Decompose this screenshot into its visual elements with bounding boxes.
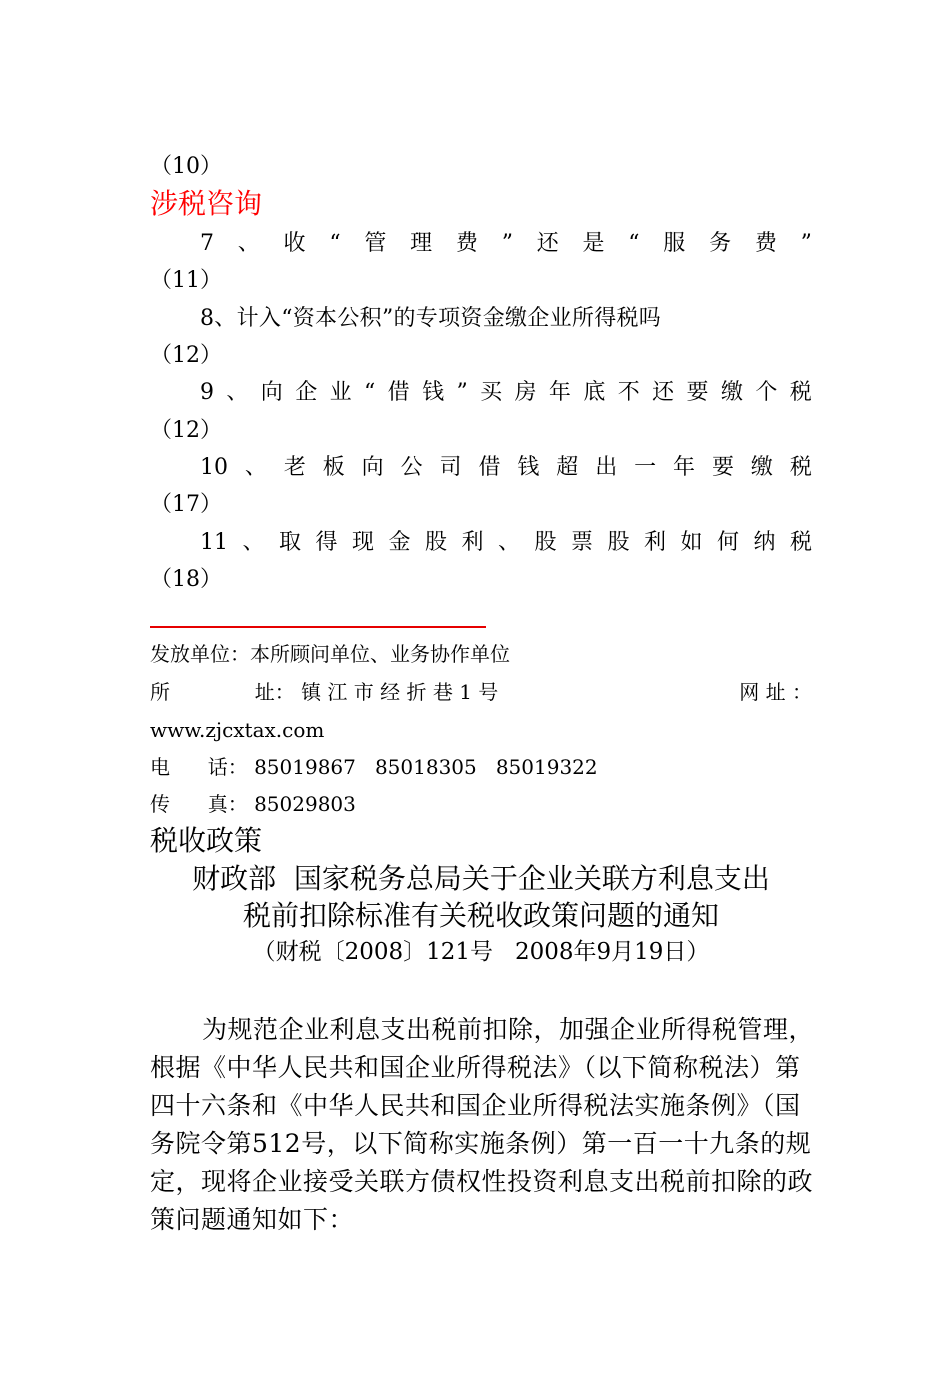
toc-item-9[interactable] <box>200 378 812 408</box>
toc-item-9-part: 业 <box>329 380 352 405</box>
toc-item-10-part: 超 <box>556 455 579 480</box>
toc-item-9-part: 缴 <box>720 380 743 405</box>
notice-title-line-2: 税前扣除标准有关税收政策问题的通知 <box>242 899 719 932</box>
paragraph-line: 根据《中华人民共和国企业所得税法》（以下简称税法）第 <box>150 1053 801 1082</box>
toc-item-11-part: 、 <box>497 530 520 555</box>
toc-item-9-part: 借 <box>387 380 410 405</box>
toc-item-9-part: 企 <box>295 380 318 405</box>
fax-value: 85029803 <box>254 792 356 816</box>
toc-item-7-part: ” <box>800 231 812 256</box>
phone-label-1: 电 <box>150 755 170 779</box>
toc-item-11-part: 税 <box>789 530 812 555</box>
address-label-1: 所 <box>150 680 170 704</box>
toc-item-11-part: 股 <box>534 530 557 555</box>
paragraph-line: 为规范企业利息支出税前扣除，加强企业所得税管理， <box>202 1015 815 1044</box>
toc-item-9-page: （12） <box>150 418 222 443</box>
toc-item-10-part: 出 <box>595 455 618 480</box>
toc-item-11-part: 、 <box>242 530 265 555</box>
toc-item-9-part: 房 <box>514 380 537 405</box>
paragraph-line: 策问题通知如下： <box>150 1205 355 1234</box>
toc-item-7-part: 费 <box>455 231 478 256</box>
toc-item-11-part: 股 <box>424 530 447 555</box>
toc-item-11-part: 金 <box>388 530 411 555</box>
toc-item-9-part: 不 <box>617 380 640 405</box>
toc-item-11-part: 11 <box>200 530 228 555</box>
notice-body-paragraph <box>150 1011 815 1239</box>
toc-item-7-part: ” <box>501 231 513 256</box>
paragraph-line: 定，现将企业接受关联方债权性投资利息支出税前扣除的政 <box>150 1167 814 1196</box>
toc-item-7-part: 还 <box>536 231 559 256</box>
toc-item-10-part: 10 <box>200 455 228 480</box>
toc-item-9-part: 要 <box>686 380 709 405</box>
toc-item-8-page: （12） <box>150 343 222 368</box>
toc-item-10-part: 税 <box>789 455 812 480</box>
toc-item-11-part: 何 <box>716 530 739 555</box>
fax-label-1: 传 <box>150 792 170 816</box>
toc-item-10-part: 要 <box>711 455 734 480</box>
toc-prev-page: （10） <box>150 154 222 179</box>
toc-item-10-page: （17） <box>150 492 222 517</box>
toc-item-11-part: 利 <box>643 530 666 555</box>
toc-item-10-part: 向 <box>361 455 384 480</box>
phone-label-2: 话： <box>207 755 248 779</box>
notice-doc-number: （财税〔2008〕121号 2008年9月19日） <box>252 939 710 965</box>
paragraph-line: 四十六条和《中华人民共和国企业所得税法实施条例》（国 <box>150 1091 801 1120</box>
toc-item-7-part: 7 <box>200 231 214 256</box>
toc-item-7-part: 是 <box>582 231 605 256</box>
fax-label-2: 真： <box>207 792 248 816</box>
section-heading-tax-consulting: 涉税咨询 <box>150 187 263 220</box>
toc-item-7-part: 管 <box>364 231 387 256</box>
toc-item-7-part: 理 <box>410 231 433 256</box>
toc-item-11-part: 如 <box>680 530 703 555</box>
address-row <box>150 678 812 706</box>
toc-item-10-part: 年 <box>673 455 696 480</box>
toc-item-9-part: 税 <box>789 380 812 405</box>
toc-item-10-part: 、 <box>244 455 267 480</box>
toc-item-7-part: 收 <box>283 231 306 256</box>
toc-item-7-part: 务 <box>709 231 732 256</box>
toc-item-11-part: 得 <box>315 530 338 555</box>
toc-item-9-part: 钱 <box>422 380 445 405</box>
section-heading-tax-policy: 税收政策 <box>150 824 263 857</box>
toc-item-11-part: 纳 <box>753 530 776 555</box>
toc-item-7-part: “ <box>329 231 341 256</box>
toc-item-9-part: “ <box>364 380 376 405</box>
toc-item-9-part: 个 <box>755 380 778 405</box>
toc-item-7-page: （11） <box>150 268 222 293</box>
address-label-2: 址： <box>254 680 295 704</box>
toc-item-11-part: 现 <box>351 530 374 555</box>
toc-item-9-part: 底 <box>583 380 606 405</box>
toc-item-10-part: 钱 <box>517 455 540 480</box>
toc-item-10-part: 司 <box>439 455 462 480</box>
toc-item-10[interactable] <box>200 453 812 483</box>
red-divider <box>150 626 486 628</box>
fax-row <box>150 790 356 818</box>
toc-item-7-part: 费 <box>754 231 777 256</box>
toc-item-9-part: 年 <box>548 380 571 405</box>
toc-item-7-part: 、 <box>237 231 260 256</box>
toc-item-7[interactable] <box>200 229 812 259</box>
toc-item-11[interactable] <box>200 528 812 558</box>
toc-item-11-part: 票 <box>570 530 593 555</box>
toc-item-10-part: 老 <box>283 455 306 480</box>
toc-item-10-part: 一 <box>634 455 657 480</box>
address-value: 镇 江 市 经 折 巷 1 号 <box>301 680 499 704</box>
phone-value: 85019867 85018305 85019322 <box>254 755 598 779</box>
toc-item-9-part: 向 <box>260 380 283 405</box>
toc-item-9-part: 还 <box>652 380 675 405</box>
toc-item-7-part: “ <box>628 231 640 256</box>
toc-item-9-part: ” <box>456 380 468 405</box>
toc-item-11-part: 利 <box>461 530 484 555</box>
toc-item-10-part: 借 <box>478 455 501 480</box>
toc-item-9-part: 9 <box>200 380 214 405</box>
phone-row <box>150 753 598 781</box>
toc-item-7-part: 服 <box>663 231 686 256</box>
paragraph-line: 务院令第512号，以下简称实施条例）第一百一十九条的规 <box>150 1129 812 1158</box>
website-label: 网 址 ： <box>739 680 812 704</box>
toc-item-11-part: 股 <box>607 530 630 555</box>
toc-item-10-part: 板 <box>322 455 345 480</box>
website-value[interactable]: www.zjcxtax.com <box>150 718 325 742</box>
toc-item-11-part: 取 <box>278 530 301 555</box>
notice-title-line-1: 财政部 国家税务总局关于企业关联方利息支出 <box>192 862 770 895</box>
toc-item-9-part: 、 <box>226 380 249 405</box>
toc-item-10-part: 缴 <box>750 455 773 480</box>
toc-item-9-part: 买 <box>480 380 503 405</box>
toc-item-8[interactable]: 8、计入“资本公积”的专项资金缴企业所得税吗 <box>200 306 662 331</box>
issue-units: 发放单位：本所顾问单位、业务协作单位 <box>150 642 510 666</box>
toc-item-10-part: 公 <box>400 455 423 480</box>
toc-item-11-page: （18） <box>150 567 222 592</box>
